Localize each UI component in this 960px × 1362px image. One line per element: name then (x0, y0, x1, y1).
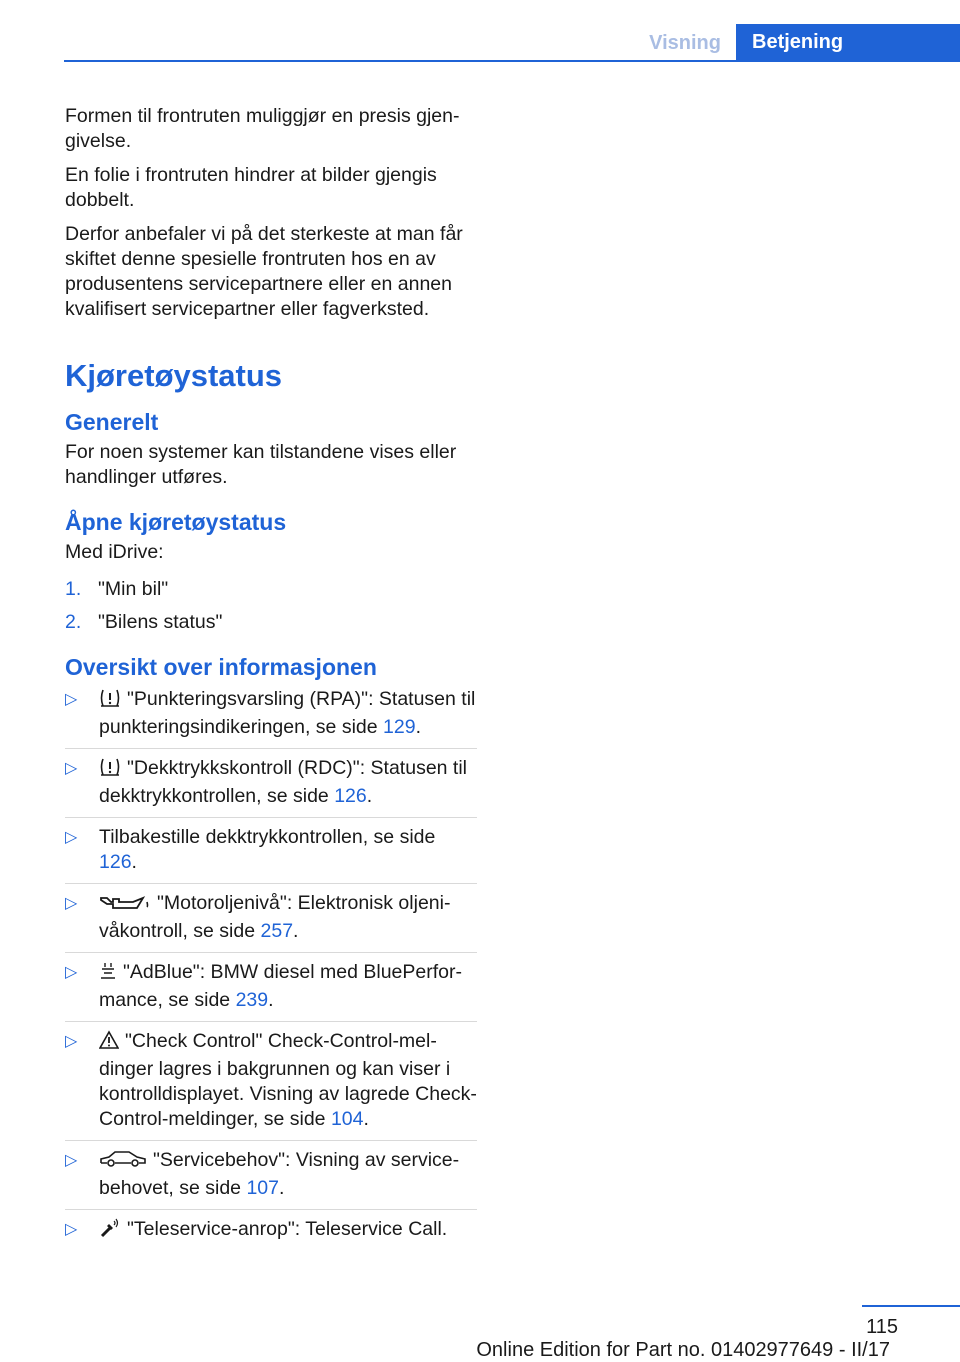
car-service-icon (99, 1149, 147, 1176)
header-rule (64, 60, 960, 62)
page-link[interactable]: 126 (334, 785, 367, 807)
list-item (65, 960, 477, 1022)
item-text: Tilbakestille dekktrykkontrollen, se side (99, 826, 436, 848)
list-item (65, 1217, 477, 1253)
open-status-heading: Åpne kjøretøystatus (65, 509, 287, 535)
item-text-end: . (278, 1177, 285, 1199)
item-text-end: . (415, 716, 421, 738)
list-item (65, 1148, 477, 1210)
generelt-text: For noen systemer kan tilstandene vises eller handlinger utføres. (65, 441, 457, 488)
overview-list (65, 687, 477, 1253)
bullet-marker: ▷ (65, 1152, 78, 1169)
step-item (65, 610, 477, 635)
overview-heading: Oversikt over informasjonen (65, 654, 377, 680)
intro-paragraph-2: En folie i frontruten hindrer at bilder gjengis dobbelt. (65, 164, 437, 211)
page-link[interactable]: 129 (383, 716, 416, 738)
list-item (65, 891, 477, 953)
edition-footer: Online Edition for Part no. 01402977649 - II/17 (476, 1339, 890, 1361)
bullet-marker: ▷ (65, 829, 78, 846)
page-link[interactable]: 257 (260, 920, 294, 942)
item-text: "AdBlue": BMW diesel med BluePerformance, se side (99, 961, 462, 1011)
page-link[interactable]: 107 (246, 1177, 279, 1199)
list-item (65, 825, 477, 884)
tire-pressure-icon (99, 757, 121, 784)
list-item (65, 687, 477, 749)
bullet-marker: ▷ (65, 1221, 78, 1238)
main-content (65, 104, 477, 1260)
bullet-marker: ▷ (65, 964, 78, 981)
page-header (0, 0, 960, 62)
page-link[interactable]: 104 (330, 1108, 364, 1130)
item-text: "Punkteringsvarsling (RPA)": Statusen til punkteringsindikeringen, se side (99, 688, 476, 738)
tire-warning-icon (99, 688, 121, 715)
intro-paragraph-3: Derfor anbefaler vi på det sterkeste at man får skiftet denne spesielle frontruten hos en av produsentens servicepartnere eller en annen kvalifisert servicepartner eller fagverksted. (65, 223, 463, 320)
oil-can-icon (99, 892, 151, 919)
step-text: "Bilens status" (98, 611, 223, 633)
step-item (65, 577, 477, 602)
warning-triangle-icon (99, 1030, 119, 1057)
bullet-marker: ▷ (65, 691, 78, 708)
item-text: "Teleservice-anrop": Teleservice Call. (127, 1218, 448, 1240)
page-number: 115 (866, 1316, 898, 1338)
list-item (65, 1029, 477, 1141)
list-item (65, 756, 477, 818)
bullet-marker: ▷ (65, 760, 78, 777)
step-number: 2. (65, 611, 82, 633)
page-link[interactable]: 239 (235, 989, 269, 1011)
adblue-icon (99, 961, 117, 988)
bullet-marker: ▷ (65, 1033, 78, 1050)
page-link[interactable]: 126 (99, 851, 132, 873)
item-text-end: . (366, 785, 373, 807)
item-text-end: . (293, 920, 299, 942)
idrive-steps (65, 577, 477, 635)
section-title: Kjøretøystatus (65, 358, 283, 393)
item-text: "Motoroljenivå": Elektronisk oljenivåkontroll, se side (99, 892, 451, 942)
bullet-marker: ▷ (65, 895, 78, 912)
wrench-call-icon (99, 1218, 121, 1245)
item-text-end: . (131, 851, 137, 873)
open-status-text: Med iDrive: (65, 541, 164, 563)
item-text-end: . (363, 1108, 369, 1130)
item-text: "Check Control" Check-Control-meldinger lagres i bakgrunnen og kan viser i kontrolldisplayet. Visning av lagrede Check-Control-meldinger, se side (99, 1030, 477, 1130)
item-text: "Servicebehov": Visning av servicebehovet, se side (99, 1149, 460, 1199)
step-text: "Min bil" (98, 578, 169, 600)
tab-visning[interactable]: Visning (649, 32, 721, 54)
intro-paragraph-1: Formen til frontruten muliggjør en presis gjengivelse. (65, 105, 460, 152)
step-number: 1. (65, 578, 82, 600)
footer-rule (862, 1305, 960, 1307)
item-text: "Dekktrykkskontroll (RDC)": Statusen til dekktrykkontrollen, se side (99, 757, 468, 807)
tab-betjening[interactable]: Betjening (736, 24, 960, 61)
generelt-heading: Generelt (65, 409, 159, 435)
item-text-end: . (268, 989, 274, 1011)
